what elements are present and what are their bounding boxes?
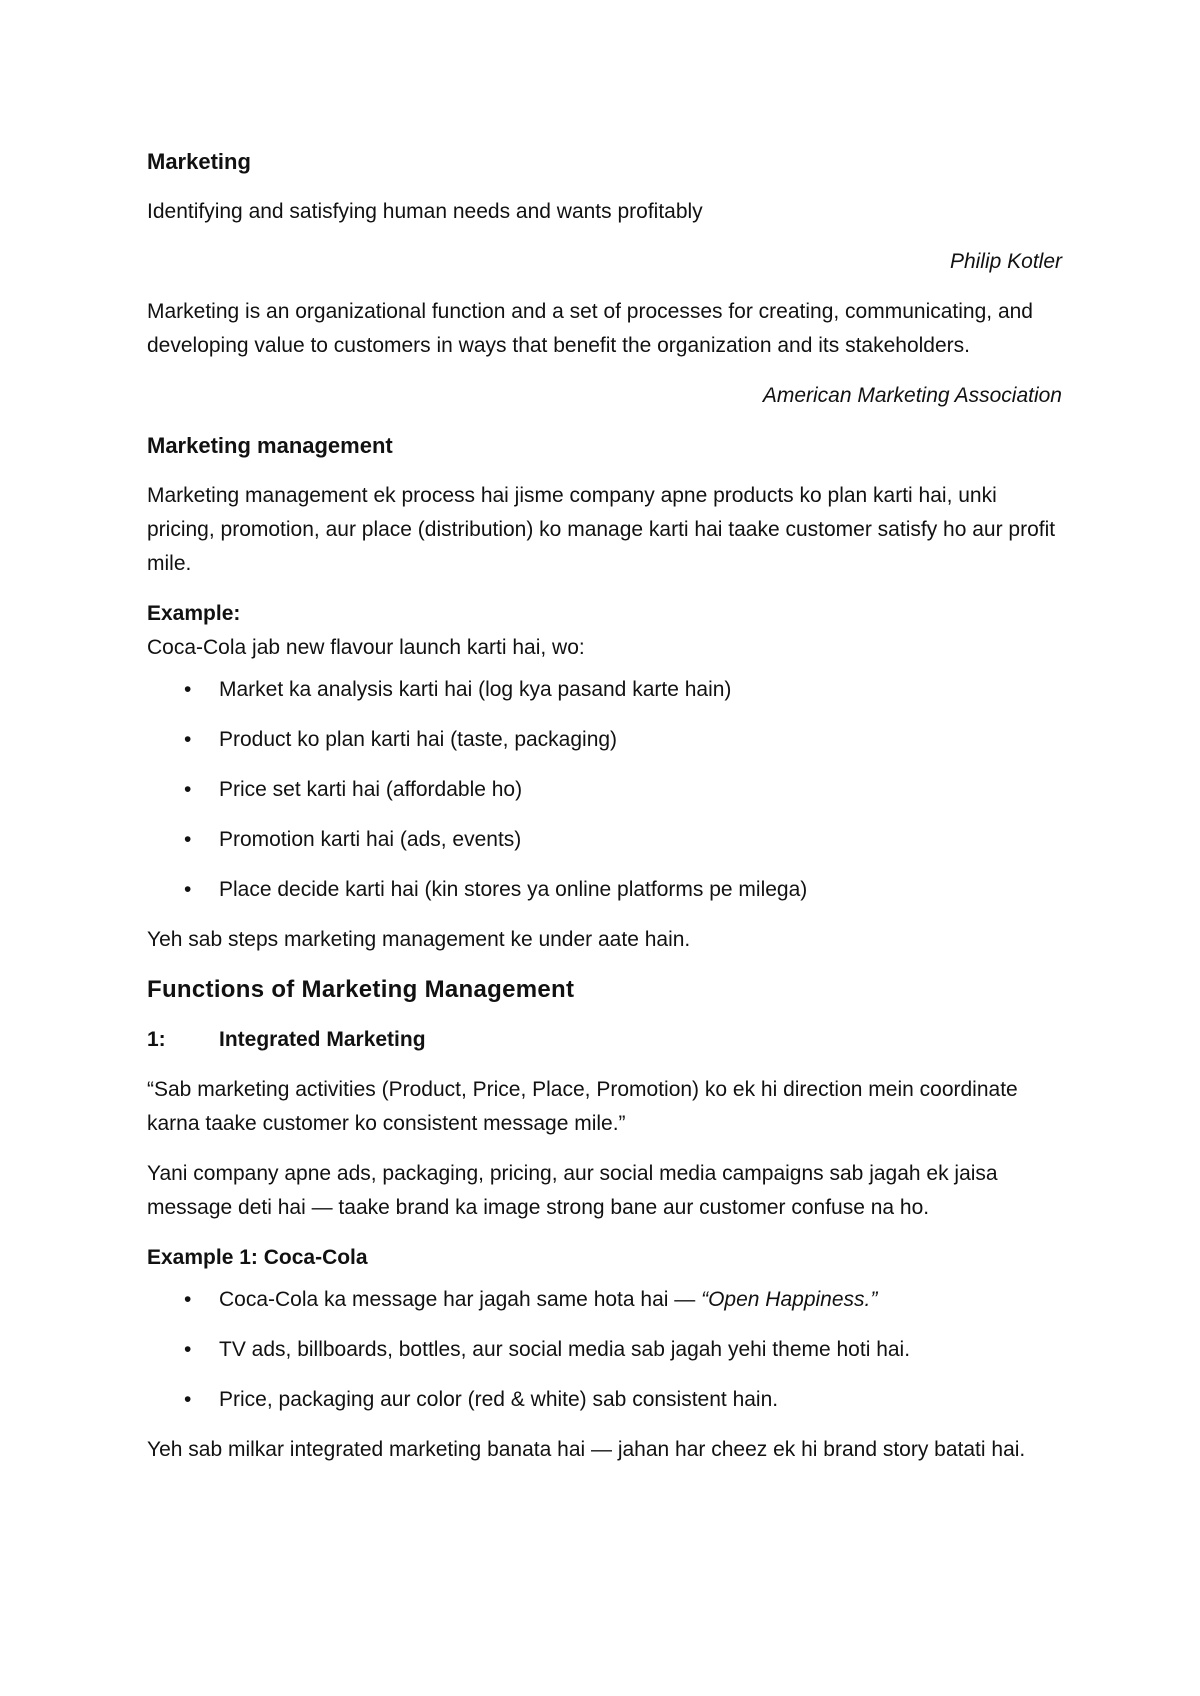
bullet-icon: • [184, 828, 192, 851]
list-item-text: Product ko plan karti hai (taste, packaging) [219, 728, 618, 751]
kotler-definition: Identifying and satisfying human needs and wants profitably [147, 200, 703, 223]
bullet-icon: • [184, 878, 192, 901]
list-item-text: Price, packaging aur color (red & white) sab consistent hain. [219, 1388, 779, 1411]
cocacola-list [147, 1283, 1062, 1417]
document-body [147, 145, 1062, 1483]
list-item [147, 773, 1062, 807]
heading-functions: Functions of Marketing Management [147, 976, 575, 1003]
ama-attribution: American Marketing Association [762, 384, 1062, 407]
cocacola-example-label: Example 1: Coca-Cola [147, 1246, 368, 1269]
function-1-explanation: Yani company apne ads, packaging, pricing, aur social media campaigns sab jagah ek jaisa message deti hai — taake brand ka image strong bane aur customer confuse na ho. [147, 1162, 998, 1219]
list-item [147, 1333, 1062, 1367]
function-1-title: Integrated Marketing [219, 1028, 426, 1051]
list-item-text: Promotion karti hai (ads, events) [219, 828, 522, 851]
marketing-management-definition: Marketing management ek process hai jisme company apne products ko plan karti hai, unki pricing, promotion, aur place (distribution) ko manage karti hai taake customer satisfy ho aur profit mile. [147, 484, 1056, 575]
function-1-quote: “Sab marketing activities (Product, Price, Place, Promotion) ko ek hi direction mein coordinate karna taake customer ko consistent message mile.” [147, 1078, 1018, 1135]
list-item [147, 723, 1062, 757]
bullet-icon: • [184, 1338, 192, 1361]
slogan-text: “Open Happiness.” [701, 1288, 878, 1311]
list-item-text: Place decide karti hai (kin stores ya online platforms pe milega) [219, 878, 808, 901]
example-label: Example: [147, 602, 241, 625]
list-item [147, 823, 1062, 857]
heading-marketing-management: Marketing management [147, 433, 393, 458]
list-item-text: TV ads, billboards, bottles, aur social media sab jagah yehi theme hoti hai. [219, 1338, 911, 1361]
list-item [147, 1383, 1062, 1417]
example-list [147, 673, 1062, 907]
ama-definition: Marketing is an organizational function and a set of processes for creating, communicating, and developing value to customers in ways that benefit the organization and its stakeholders. [147, 300, 1033, 357]
example-conclusion: Yeh sab steps marketing management ke under aate hain. [147, 928, 691, 951]
kotler-attribution: Philip Kotler [949, 250, 1062, 273]
bullet-icon: • [184, 778, 192, 801]
bullet-icon: • [184, 1388, 192, 1411]
cocacola-conclusion: Yeh sab milkar integrated marketing banata hai — jahan har cheez ek hi brand story batati hai. [147, 1438, 1026, 1461]
function-1-number: 1: [147, 1028, 166, 1051]
list-item [147, 1283, 1062, 1317]
list-item-text: Coca-Cola ka message har jagah same hota hai — [219, 1288, 702, 1311]
bullet-icon: • [184, 728, 192, 751]
function-1-heading [147, 1023, 1062, 1057]
bullet-icon: • [184, 678, 192, 701]
list-item [147, 673, 1062, 707]
list-item-text: Price set karti hai (affordable ho) [219, 778, 523, 801]
example-intro: Coca-Cola jab new flavour launch karti hai, wo: [147, 636, 585, 659]
bullet-icon: • [184, 1288, 192, 1311]
list-item [147, 873, 1062, 907]
heading-marketing: Marketing [147, 149, 251, 174]
list-item-text: Market ka analysis karti hai (log kya pasand karte hain) [219, 678, 732, 701]
